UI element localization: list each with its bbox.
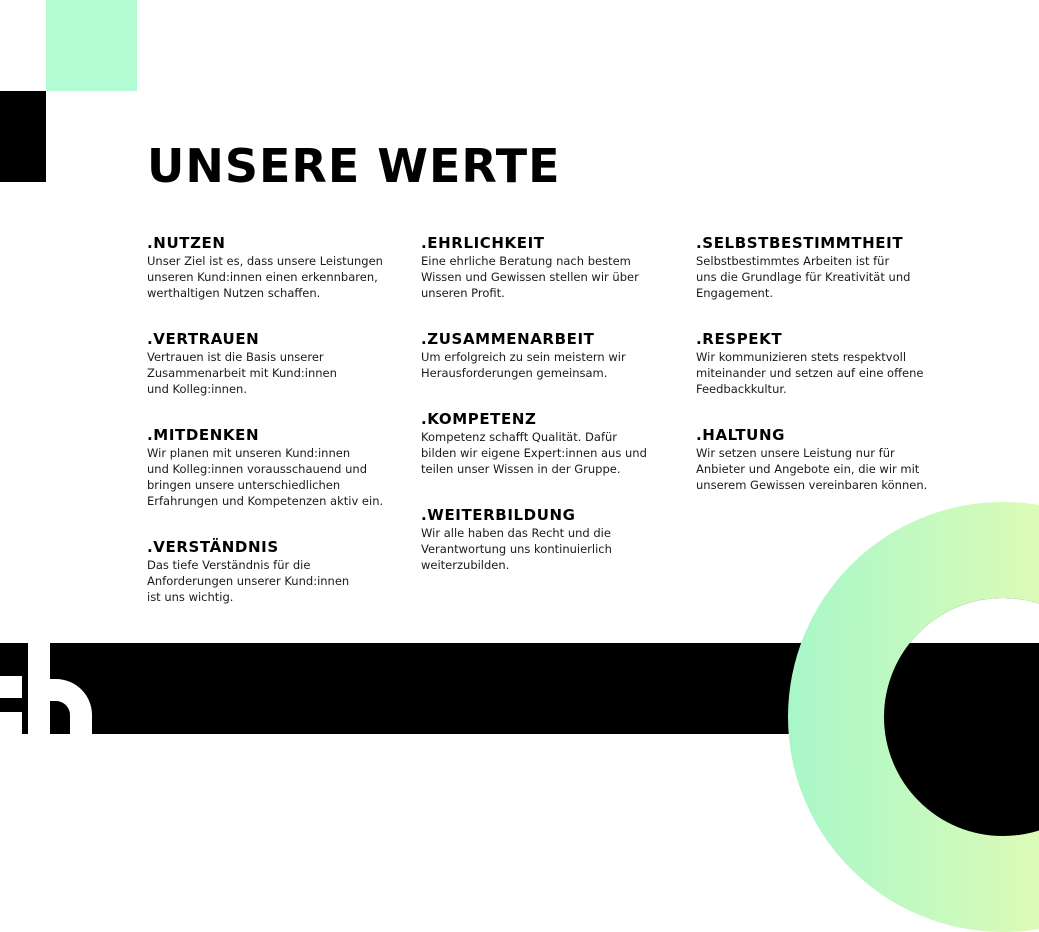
value-item-vertrauen (147, 329, 337, 397)
value-item-verstaendnis (147, 537, 349, 605)
value-item-respekt (696, 329, 923, 397)
value-item-mitdenken (147, 425, 383, 509)
value-heading: .VERSTÄNDNIS (147, 538, 279, 556)
value-text: Wir kommunizieren stets respektvoll miteinander und setzen auf eine offene Feedbackkultur. (696, 350, 924, 396)
value-item-haltung (696, 425, 927, 493)
value-heading: .NUTZEN (147, 234, 226, 252)
value-heading: .ZUSAMMENARBEIT (421, 330, 595, 348)
decorative-ring-inner-top (884, 598, 1039, 643)
value-item-ehrlichkeit (421, 233, 639, 301)
value-text: Um erfolgreich zu sein meistern wir Herausforderungen gemeinsam. (421, 350, 626, 380)
value-heading: .HALTUNG (696, 426, 786, 444)
value-text: Kompetenz schafft Qualität. Dafür bilden wir eigene Expert:innen aus und teilen unser Wissen in der Gruppe. (421, 430, 647, 476)
value-item-zusammenarbeit (421, 329, 626, 381)
decorative-green-square (46, 0, 137, 91)
value-heading: .VERTRAUEN (147, 330, 260, 348)
value-text: Wir alle haben das Recht und die Verantwortung uns kontinuierlich weiterzubilden. (421, 526, 612, 572)
value-heading: .WEITERBILDUNG (421, 506, 576, 524)
value-heading: .EHRLICHKEIT (421, 234, 545, 252)
value-heading: .MITDENKEN (147, 426, 260, 444)
value-heading: .SELBSTBESTIMMTHEIT (696, 234, 904, 252)
value-item-nutzen (147, 233, 383, 301)
b-logo-icon (0, 643, 100, 734)
value-item-selbstbestimmtheit (696, 233, 910, 301)
value-item-kompetenz (421, 409, 647, 477)
value-text: Unser Ziel ist es, dass unsere Leistungen unseren Kund:innen einen erkennbaren, werthaltigen Nutzen schaffen. (147, 254, 383, 300)
value-text: Das tiefe Verständnis für die Anforderungen unserer Kund:innen ist uns wichtig. (147, 558, 350, 604)
value-text: Selbstbestimmtes Arbeiten ist für uns die Grundlage für Kreativität und Engagement. (696, 254, 911, 300)
value-heading: .RESPEKT (696, 330, 783, 348)
value-text: Eine ehrliche Beratung nach bestem Wissen und Gewissen stellen wir über unseren Profit. (421, 254, 639, 300)
page-title: UNSERE WERTE (147, 139, 561, 193)
value-text: Wir planen mit unseren Kund:innen und Kolleg:innen vorausschauend und bringen unsere unterschiedlichen Erfahrungen und Kompetenzen aktiv ein. (147, 446, 384, 508)
decorative-black-square (0, 91, 46, 182)
value-text: Vertrauen ist die Basis unserer Zusammenarbeit mit Kund:innen und Kolleg:innen. (147, 350, 337, 396)
value-heading: .KOMPETENZ (421, 410, 537, 428)
value-text: Wir setzen unsere Leistung nur für Anbieter und Angebote ein, die wir mit unserem Gewissen vereinbaren können. (696, 446, 928, 492)
value-item-weiterbildung (421, 505, 612, 573)
